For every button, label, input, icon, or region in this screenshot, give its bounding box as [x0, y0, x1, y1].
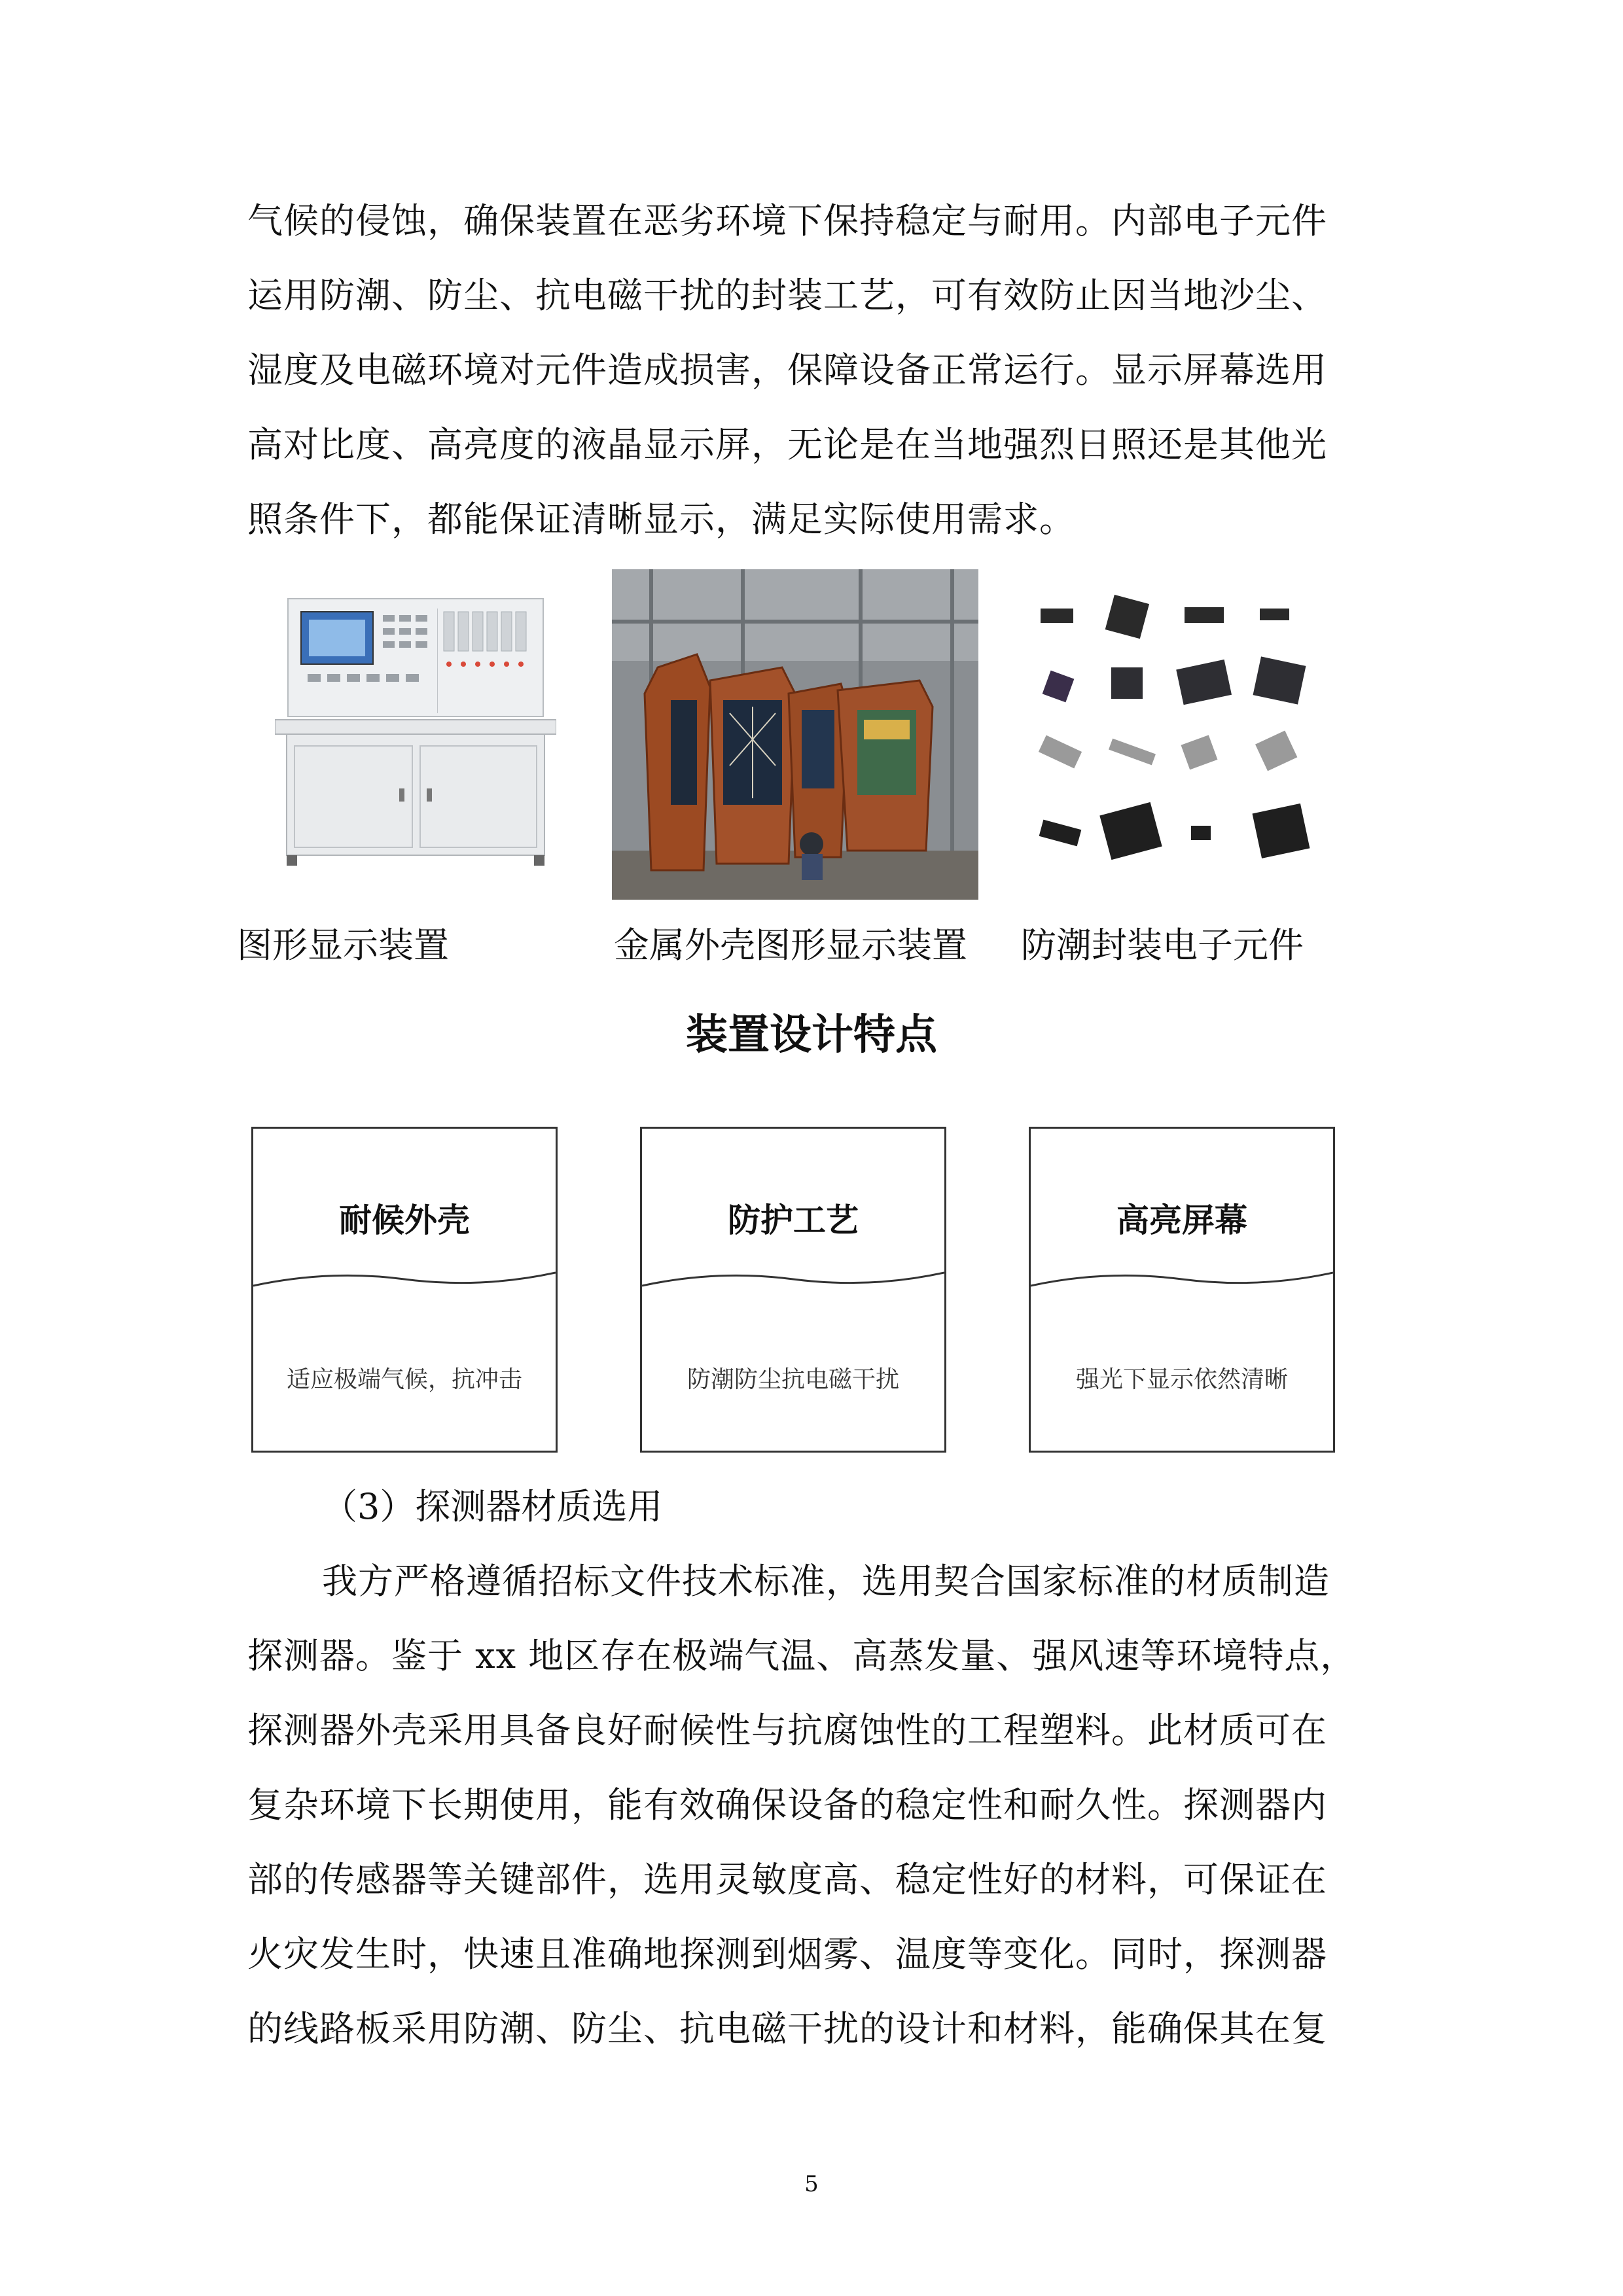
card-divider — [642, 1266, 944, 1299]
body-line: 部的传感器等关键部件，选用灵敏度高、稳定性好的材料，可保证在 — [247, 1859, 1327, 1900]
intro-line: 照条件下，都能保证清晰显示，满足实际使用需求。 — [247, 499, 1075, 540]
subheading: （3）探测器材质选用 — [322, 1486, 663, 1527]
card-description: 适应极端气候，抗冲击 — [286, 1366, 522, 1393]
intro-line: 运用防潮、防尘、抗电磁干扰的封装工艺，可有效防止因当地沙尘、 — [247, 275, 1327, 316]
feature-card — [640, 1127, 946, 1453]
figure-caption: 防潮封装电子元件 — [1021, 925, 1304, 966]
intro-line: 气候的侵蚀，确保装置在恶劣环境下保持稳定与耐用。内部电子元件 — [247, 200, 1327, 241]
card-description: 防潮防尘抗电磁干扰 — [687, 1366, 899, 1393]
card-description: 强光下显示依然清晰 — [1075, 1366, 1288, 1393]
page-number: 5 — [804, 2171, 819, 2197]
card-divider — [1031, 1266, 1333, 1299]
body-line: 探测器外壳采用具备良好耐候性与抗腐蚀性的工程塑料。此材质可在 — [247, 1710, 1327, 1751]
card-title: 耐候外壳 — [339, 1201, 470, 1239]
figure-moisture-proof-components — [1027, 582, 1329, 883]
workshop-photo — [612, 569, 978, 900]
figure-graphic-display-device — [275, 592, 556, 874]
card-title: 高亮屏幕 — [1116, 1201, 1247, 1239]
body-line: 复杂环境下长期使用，能有效确保设备的稳定性和耐久性。探测器内 — [247, 1784, 1327, 1826]
body-line: 我方严格遵循招标文件技术标准，选用契合国家标准的材质制造 — [322, 1561, 1330, 1602]
console-image — [275, 592, 556, 874]
body-line: 的线路板采用防潮、防尘、抗电磁干扰的设计和材料，能确保其在复 — [247, 2008, 1327, 2049]
figure-caption: 图形显示装置 — [237, 925, 449, 966]
figure-caption: 金属外壳图形显示装置 — [614, 925, 967, 966]
intro-line: 湿度及电磁环境对元件造成损害，保障设备正常运行。显示屏幕选用 — [247, 349, 1327, 391]
figure-metal-shell-display-device — [612, 569, 978, 900]
body-line: 火灾发生时，快速且准确地探测到烟雾、温度等变化。同时，探测器 — [247, 1934, 1327, 1975]
section-title: 装置设计特点 — [686, 1011, 937, 1059]
components-image — [1027, 582, 1329, 883]
body-line: 探测器。鉴于 xx 地区存在极端气温、高蒸发量、强风速等环境特点， — [247, 1635, 1357, 1676]
feature-card — [1029, 1127, 1335, 1453]
card-divider — [253, 1266, 556, 1299]
intro-line: 高对比度、高亮度的液晶显示屏，无论是在当地强烈日照还是其他光 — [247, 424, 1327, 465]
feature-card — [251, 1127, 558, 1453]
card-title: 防护工艺 — [728, 1201, 859, 1239]
